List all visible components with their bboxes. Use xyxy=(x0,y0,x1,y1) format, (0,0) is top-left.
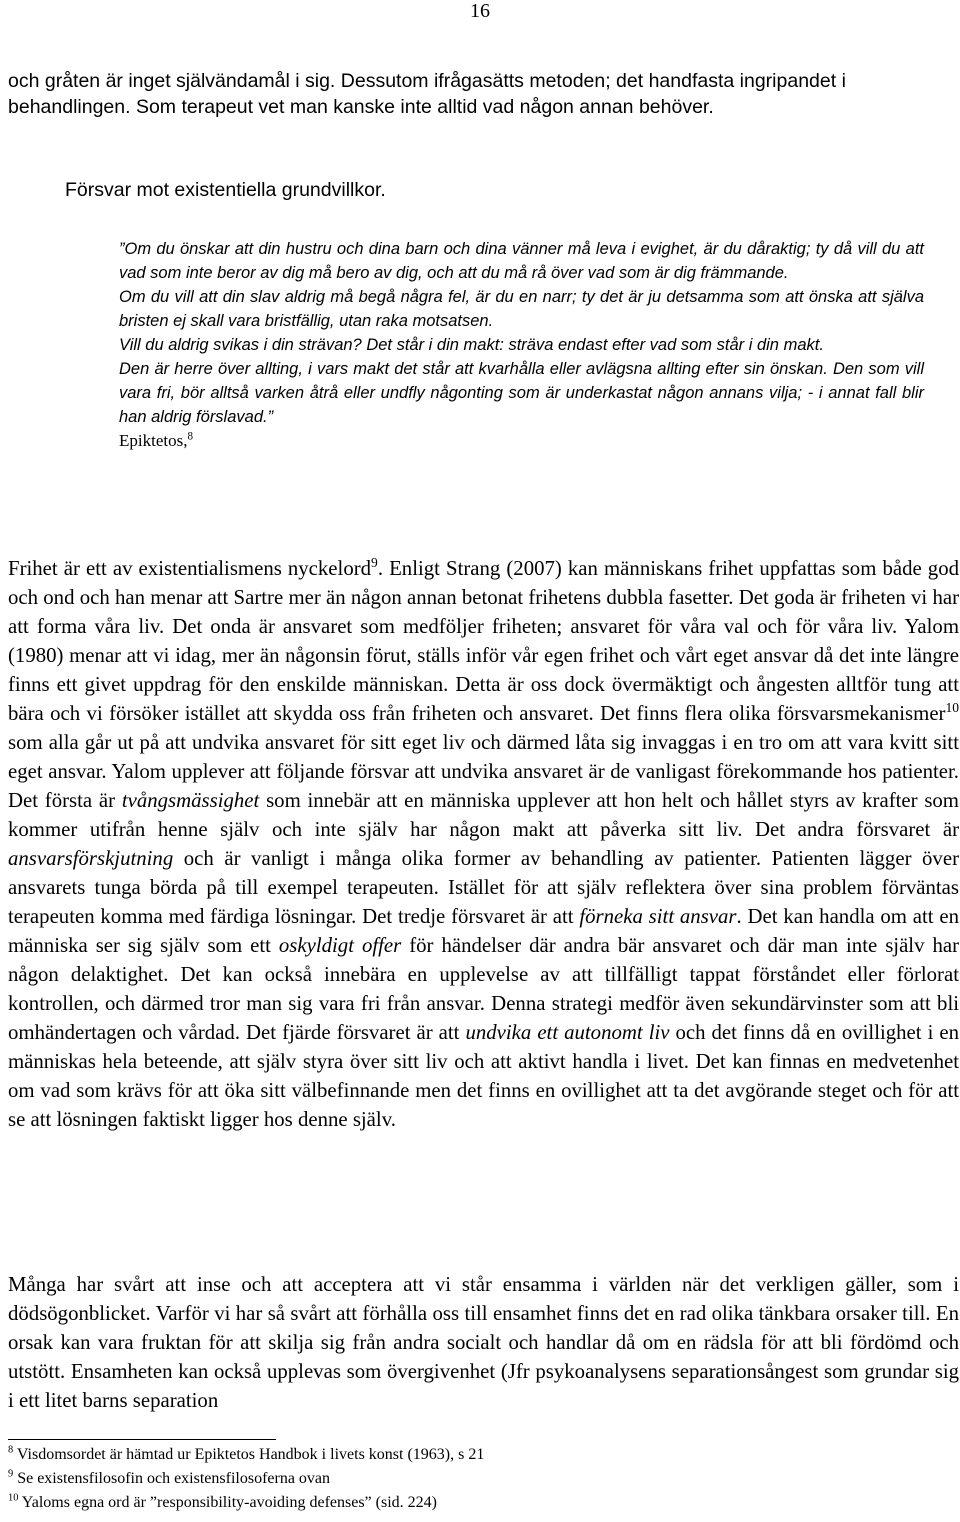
quote-attribution xyxy=(119,429,924,453)
quote-paragraph: ”Om du önskar att din hustru och dina barn och dina vänner må leva i evighet, är du dåraktig; ty då vill du att vad som inte beror av dig må bero av dig, och att du må rå över vad som är dig främmande. xyxy=(119,240,924,282)
quote-paragraph: Om du vill att din slav aldrig må begå några fel, är du en narr; ty det är ju detsamma som att önska att själva bristen ej skall vara bristfällig, utan raka motsatsen. xyxy=(119,288,924,330)
footnote-divider xyxy=(8,1439,276,1440)
footnote-ref-8: 8 xyxy=(187,430,193,443)
footnote-number: 9 xyxy=(8,1468,14,1480)
footnote-item xyxy=(8,1491,948,1515)
emphasis-term: undvika ett autonomt liv xyxy=(465,1021,670,1044)
footnote-number: 8 xyxy=(8,1444,14,1456)
footnote-item xyxy=(8,1467,948,1491)
text-run: som alla går ut på att undvika ansvaret för sitt eget liv och därmed låta sig invaggas i en tro om att vara kvitt sitt eget ansvar. Yalom upplever att följande försvar att undvika ansvaret är de vanligast förekommande hos patienter. Det första är xyxy=(8,731,959,812)
text-run: . Det kan handla om att en människa ser sig själv som ett xyxy=(8,905,959,957)
text-run: Frihet är ett av existentialismens nyckelord xyxy=(8,557,372,580)
quote-paragraph: Den är herre över allting, i vars makt det står att kvarhålla eller avlägsna allting efter sin önskan. Den som vill vara fri, bör alltså varken åtrå eller undfly någonting som är underkastat någon annans vilja; - i annat fall blir han aldrig förslavad.” xyxy=(119,360,924,426)
footnotes xyxy=(8,1443,948,1515)
text-run: som innebär att en människa upplever att hon helt och hållet styrs av krafter som kommer utifrån henne själv och inte själv har någon makt att påverka sitt liv. Det andra försvaret är xyxy=(8,789,959,841)
text-run: och är vanligt i många olika former av behandling av patienter. Patienten lägger över ansvarets tunga börda på till exempel terapeuten. Istället för att själv reflektera över sina problem förväntas terapeuten komma med färdiga lösningar. Det tredje försvaret är att xyxy=(8,847,959,928)
body-paragraph-loneliness: Många har svårt att inse och att acceptera att vi står ensamma i världen när det verkligen gäller, som i dödsögonblicket. Varför vi har så svårt att förhålla oss till ensamhet finns det en rad olika tänkbara orsaker till. En orsak kan vara fruktan för att skilja sig från andra socialt och handlar då om en rädsla för att bli fördömd och utstött. Ensamheten kan också upplevas som övergivenhet (Jfr psykoanalysens separationsångest som grundar sig i ett litet barns separation xyxy=(8,1273,959,1412)
emphasis-term: tvångsmässighet xyxy=(121,789,260,812)
body-paragraph-freedom xyxy=(8,554,959,1134)
footnote-number: 10 xyxy=(8,1492,19,1504)
emphasis-term: oskyldigt offer xyxy=(278,934,402,957)
intro-paragraph: och gråten är inget självändamål i sig. Dessutom ifrågasätts metoden; det handfasta ingripandet i behandlingen. Som terapeut vet man kanske inte alltid vad någon annan behöver. xyxy=(8,70,846,118)
text-run: för händelser där andra bär ansvaret och där man inte själv har någon delaktighet. Det kan också innebära en upplevelse av att tillfälligt tappat förståndet eller förlorat kontrollen, och därmed tror man sig vara fri från ansvar. Denna strategi medför även sekundärvinster som att bli omhändertagen och vårdad. Det fjärde försvaret är att xyxy=(8,934,960,1044)
attribution-author: Epiktetos, xyxy=(119,431,188,450)
footnote-text: Visdomsordet är hämtad ur Epiktetos Handbok i livets konst (1963), s 21 xyxy=(16,1446,485,1463)
footnote-ref-10: 10 xyxy=(945,700,959,716)
text-run: och det finns då en ovillighet i en människas hela beteende, att själv styra över sitt liv och att aktivt handla i livet. Det kan finnas en medvetenhet om vad som krävs för att öka sitt välbefinnande men det finns en ovillighet att ta det avgörande steget och för att se att lösningen faktiskt ligger hos denne själv. xyxy=(8,1021,959,1131)
emphasis-term: förneka sitt ansvar xyxy=(579,905,737,928)
epictetus-quote xyxy=(119,237,924,453)
footnote-item xyxy=(8,1443,948,1467)
text-run: . Enligt Strang (2007) kan människans frihet uppfattas som både god och ond och han menar att Sartre mer än någon annan betonat frihetens dubbla fasetter. Det goda är friheten vi har att forma våra liv. Det onda är ansvaret som medföljer friheten; ansvaret för våra val och för våra liv. Yalom (1980) menar att vi idag, mer än någonsin förut, ställs inför vår egen frihet och vårt eget ansvar då det inte längre finns ett givet uppdrag för den enskilde människan. Detta är oss dock övermäktigt och ångesten alltför tung att bära och vi försöker istället att skydda oss från friheten och ansvaret. Det finns flera olika försvarsmekanismer xyxy=(8,557,959,725)
footnote-text: Se existensfilosofin och existensfilosoferna ovan xyxy=(17,1470,331,1487)
section-heading: Försvar mot existentiella grundvillkor. xyxy=(65,179,386,201)
footnote-ref-9: 9 xyxy=(371,555,378,571)
page-number: 16 xyxy=(470,0,490,22)
quote-paragraph: Vill du aldrig svikas i din strävan? Det står i din makt: sträva endast efter vad som står i din makt. xyxy=(119,336,824,354)
footnote-text: Yaloms egna ord är ”responsibility-avoiding defenses” (sid. 224) xyxy=(21,1494,437,1511)
emphasis-term: ansvarsförskjutning xyxy=(8,847,174,870)
